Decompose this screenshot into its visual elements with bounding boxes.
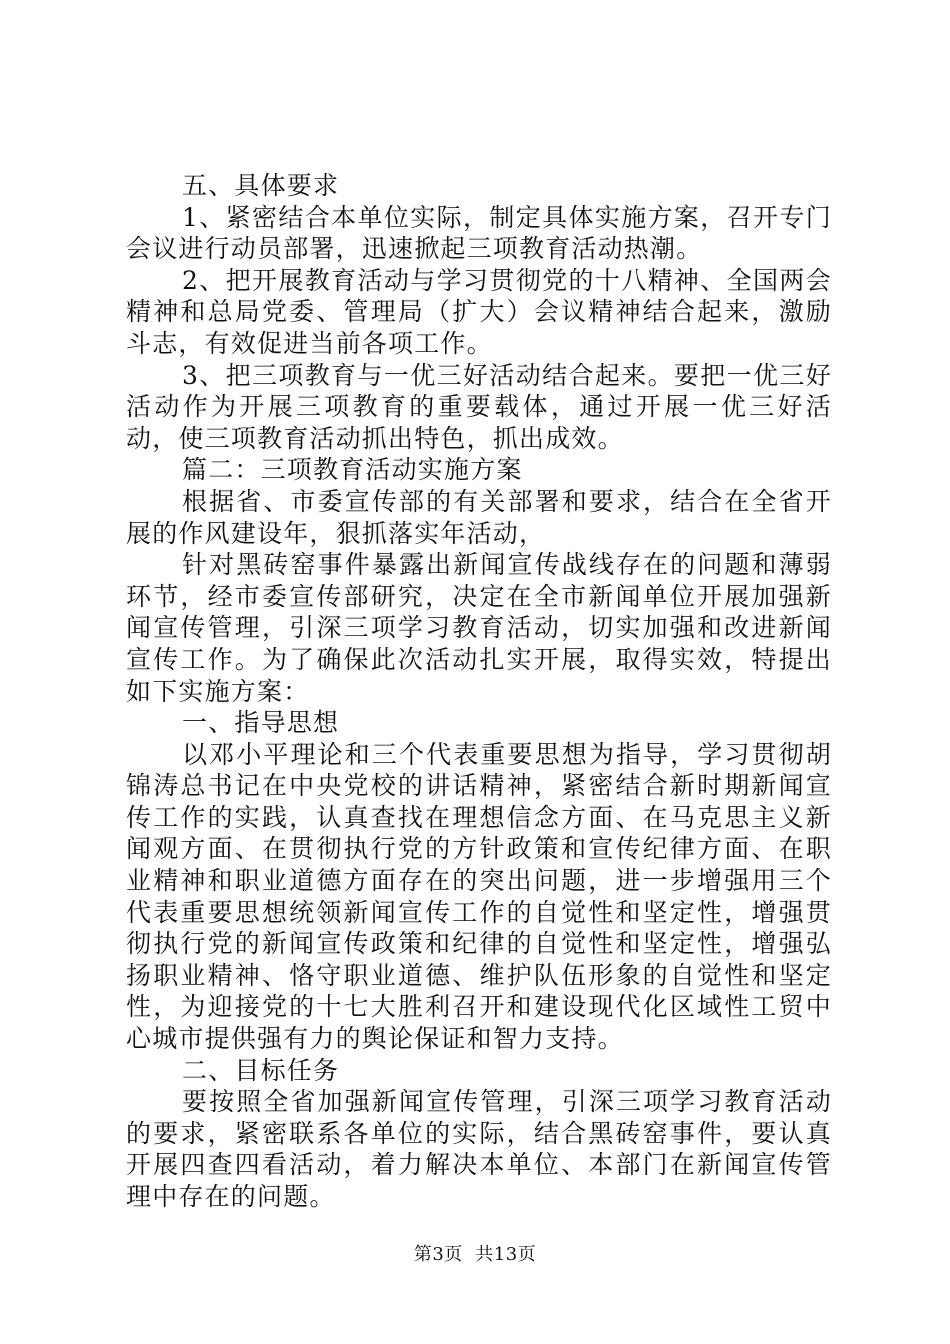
- section-heading-goals: 二、目标任务: [182, 1055, 340, 1085]
- paragraph-intro: 根据省、市委宣传部的有关部署和要求，结合在全省开展的作风建设年，狠抓落实年活动，: [126, 486, 832, 548]
- paragraph-goals: 要按照全省加强新闻宣传管理，引深三项学习教育活动的要求，紧密联系各单位的实际，结合黑砖窑事件，要认真开展四查四看活动，着力解决本单位、本部门在新闻宣传管理中存在的问题。: [126, 1087, 832, 1211]
- paragraph-requirement-3: 3、把三项教育与一优三好活动结合起来。要把一优三好活动作为开展三项教育的重要载体，通过开展一优三好活动，使三项教育活动抓出特色，抓出成效。: [126, 360, 832, 453]
- document-body: [126, 170, 832, 1213]
- page-footer: [0, 1240, 950, 1266]
- section-heading-requirements: 五、具体要求: [182, 171, 340, 200]
- chapter-heading-part-two: 篇二：三项教育活动实施方案: [182, 455, 523, 485]
- paragraph-background: 针对黑砖窑事件暴露出新闻宣传战线存在的问题和薄弱环节，经市委宣传部研究，决定在全市新闻单位开展加强新闻宣传管理，引深三项学习教育活动，切实加强和改进新闻宣传工作。为了确保此次活动扎实开展，取得实效，特提出如下实施方案：: [126, 550, 832, 706]
- page-number-label: 第3页 共13页: [413, 1244, 537, 1265]
- paragraph-requirement-1: 1、紧密结合本单位实际，制定具体实施方案，召开专门会议进行动员部署，迅速掀起三项教育活动热潮。: [126, 202, 832, 264]
- paragraph-requirement-2: 2、把开展教育活动与学习贯彻党的十八精神、全国两会精神和总局党委、管理局（扩大）会议精神结合起来，激励斗志，有效促进当前各项工作。: [126, 265, 832, 358]
- section-heading-guiding-thought: 一、指导思想: [182, 708, 340, 738]
- paragraph-guiding-thought: 以邓小平理论和三个代表重要思想为指导，学习贯彻胡锦涛总书记在中央党校的讲话精神，紧密结合新时期新闻宣传工作的实践，认真查找在理想信念方面、在马克思主义新闻观方面、在贯彻执行党的方针政策和宣传纪律方面、在职业精神和职业道德方面存在的突出问题，进一步增强用三个代表重要思想统领新闻宣传工作的自觉性和坚定性，增强贯彻执行党的新闻宣传政策和纪律的自觉性和坚定性，增强弘扬职业精神、恪守职业道德、维护队伍形象的自觉性和坚定性，为迎接党的十七大胜利召开和建设现代化区域性工贸中心城市提供强有力的舆论保证和智力支持。: [126, 739, 832, 1054]
